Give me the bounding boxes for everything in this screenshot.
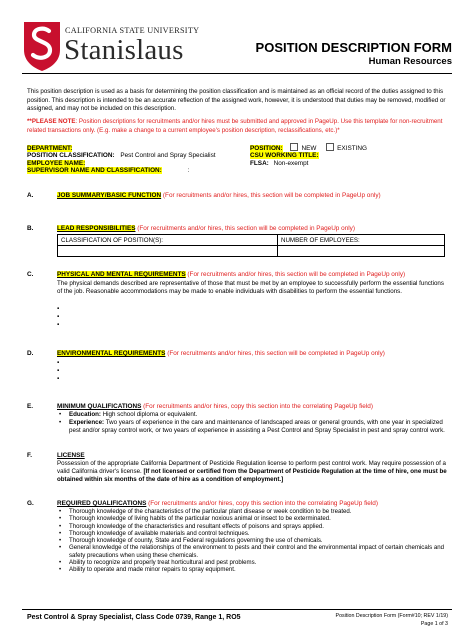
section-c-note: (For recruitments and/or hires, this section will be completed in PageUp only) [185,271,406,278]
table-cell[interactable] [58,246,278,257]
experience-text: Two years of experience in the care and maintenance of landscaped areas or general grounds, with one year in specialized pest and/or spray control work, or two years of experience in assisting a Pest Control and Spray Specialist in pest and spray control work. [69,418,445,434]
stanislaus-shield-icon [22,20,62,72]
list-item [57,411,449,419]
required-qualifications-list [57,508,449,574]
section-e-title: MINIMUM QUALIFICATIONS [57,403,142,410]
section-g-title: REQUIRED QUALIFICATIONS [57,500,147,507]
list-item: • Thorough knowledge of county, State and Federal regulations governing the use of chemicals. [57,537,449,544]
section-f-letter: F. [27,452,32,459]
section-c-letter: C. [27,271,34,278]
university-name: Stanislaus [64,34,184,66]
education-text: High school diploma or equivalent. [100,411,198,418]
position-label: POSITION: [250,145,283,152]
section-c-body: The physical demands described are representative of those that must be met by an employee to successfully perform the essential functions of the job. Reasonable accommodations may be made to enable individuals with disabilities to perform the essential functions. [57,280,444,295]
list-item: • Thorough knowledge of living habits of the particular noxious animal or insect to be exterminated. [57,515,449,522]
section-d-letter: D. [27,350,34,357]
license-requirement: Possession of the appropriate California Department of Pesticide Regulation license to perform pest control work. May require possession of a valid California driver's license. [57,460,446,475]
list-item: • Ability to recognize and properly treat horticultural and pest problems. [57,559,449,566]
section-b-letter: B. [27,225,34,232]
new-option[interactable] [290,145,316,152]
section-d-bullets [57,359,59,383]
section-d-title: ENVIRONMENTAL REQUIREMENTS [57,350,166,357]
list-item: ▪ [57,305,60,312]
section-g-letter: G. [27,500,34,507]
new-label: NEW [301,145,317,152]
existing-option[interactable] [326,145,367,152]
license-text [57,460,447,484]
section-e-letter: E. [27,403,34,410]
please-note [27,118,447,135]
footer-page-number: Page 1 of 3 [420,621,448,627]
flsa-field [250,160,308,169]
experience-label: Experience: [69,418,105,426]
existing-checkbox[interactable] [326,143,334,151]
existing-label: EXISTING [337,145,367,152]
section-c-heading [27,271,405,280]
education-label: Education: [69,411,101,418]
list-item: • Ability to operate and made minor repairs to spray equipment. [57,566,449,573]
section-a-title: JOB SUMMARY/BASIC FUNCTION [57,192,162,199]
section-f-title: LICENSE [57,452,85,459]
section-d-heading [27,350,385,359]
table-row [58,235,445,246]
lead-responsibilities-table [57,234,445,257]
section-c-bullets [57,305,59,329]
list-item: • Thorough knowledge of the characteristics of the particular plant disease or week condition to be treated. [57,508,449,515]
list-item: ▪ [57,375,60,383]
section-g-note: (For recruitments and/or hires, copy this section into the correlating PageUp field) [146,500,378,507]
please-note-text: : Position descriptions for recruitments and/or hires must be submitted and approved in PageUp. Use this template for non-recruitment related transactions only. (E.g. make a change to a current employee's position description, reclassifications, etc.)* [27,118,443,134]
table-header-employees: NUMBER OF EMPLOYEES: [278,235,445,246]
employee-name-label: EMPLOYEE NAME: [27,160,86,167]
list-item: ▪ [57,359,60,366]
section-b-note: (For recruitments and/or hires, this section will be completed in PageUp only) [135,225,355,232]
classification-value: Pest Control and Spray Specialist [120,152,216,159]
list-item: • General knowledge of the relationships of the environment to pests and their control and the environmental impact of certain chemicals and safety precautions when using these chemicals. [57,544,449,559]
intro-paragraph: This position description is used as a basis for determining the position classification and is maintained as an official record of the duties assigned to this position. This description is intended to be an accurate reflection of the assigned work, however, it is understood that duties may be removed, modified or assigned, and may not be included on this description. [27,88,446,113]
list-item: ▪ [57,313,60,321]
footer-form-revision: Position Description Form (Form#10; REV 1/19) [335,613,448,619]
list-item: • Thorough knowledge of available materials and control techniques. [57,530,449,537]
section-d-note: (For recruitments and/or hires, this section will be completed in PageUp only) [165,350,385,357]
list-item: ▪ [57,321,60,329]
supervisor-value: : [187,167,190,174]
section-a-letter: A. [27,192,34,199]
table-header-classification: CLASSIFICATION OF POSITION(S): [58,235,278,246]
minimum-qualifications-list [57,411,449,435]
supervisor-field [27,167,189,176]
section-e-note: (For recruitments and/or hires, copy this section into the correlating PageUp field) [141,403,373,410]
table-cell[interactable] [278,246,445,257]
section-b-title: LEAD RESPONSIBILITIES [57,225,136,232]
license-condition: [If not licensed or certified from the Department of Pesticide Regulation at the time of hire, one must be obtained within six months of the date of hire as a condition of employment.] [57,468,447,483]
department-label: DEPARTMENT: [27,145,73,152]
list-item [57,419,449,435]
new-checkbox[interactable] [290,143,298,151]
section-c-title: PHYSICAL AND MENTAL REQUIREMENTS [57,271,186,278]
department-subtitle: Human Resources [368,56,452,67]
section-a-note: (For recruitments and/or hires, this section will be completed in PageUp only) [161,192,381,199]
section-a-heading [27,192,381,201]
please-note-label: **PLEASE NOTE [27,118,76,125]
supervisor-label: SUPERVISOR NAME AND CLASSIFICATION: [27,167,162,174]
flsa-label: FLSA: [250,160,269,167]
footer-divider [22,609,452,610]
list-item: ▪ [57,367,60,375]
section-b-heading [27,225,355,234]
flsa-value: Non-exempt [273,160,309,167]
university-logo [22,20,200,72]
classification-label: POSITION CLASSIFICATION: [27,152,115,159]
list-item: • Thorough knowledge of the characteristics and resultant effects of poisons and sprays applied. [57,523,449,530]
header-divider [22,73,452,74]
form-title: POSITION DESCRIPTION FORM [255,40,452,55]
footer-class-info: Pest Control & Spray Specialist, Class Code 0739, Range 1, RO5 [27,614,241,621]
university-line: CALIFORNIA STATE UNIVERSITY [65,26,200,35]
csu-working-title-label: CSU WORKING TITLE: [250,152,319,159]
table-row [58,246,445,257]
